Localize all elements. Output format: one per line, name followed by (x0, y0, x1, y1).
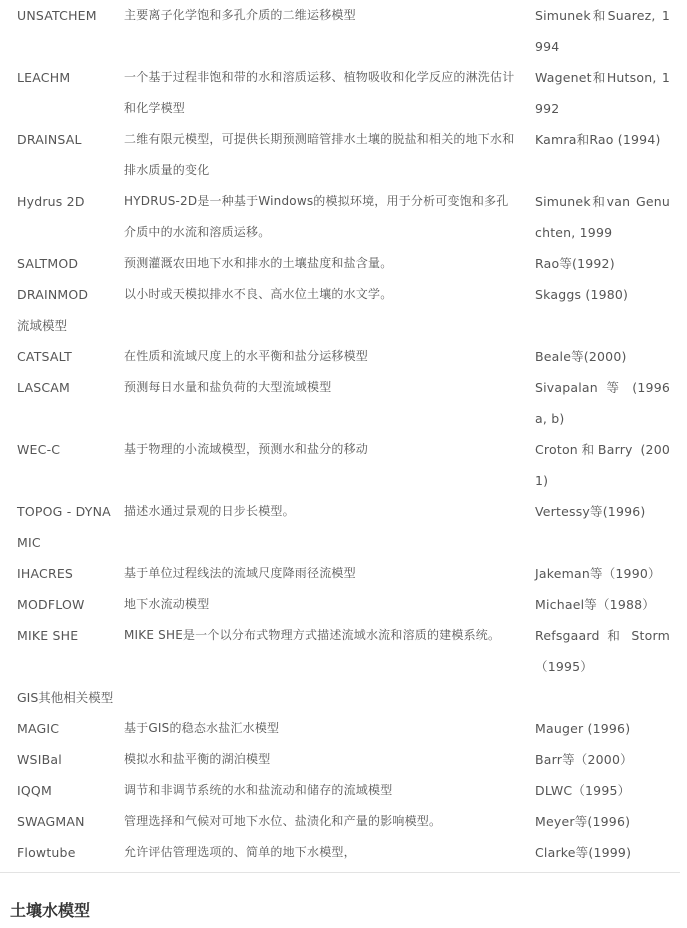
model-reference-cell: Skaggs (1980) (535, 287, 629, 302)
model-description-cell: 二维有限元模型，可提供长期预测暗管排水土壤的脱盐和相关的地下水和排水质量的变化 (124, 132, 515, 177)
model-description-cell: 地下水流动模型 (124, 597, 210, 611)
model-reference-cell: Refsgaard 和 Storm （1995） (535, 628, 670, 674)
model-name-cell: TOPOG - DYNAMIC (17, 504, 111, 550)
model-name-cell: Hydrus 2D (17, 194, 85, 209)
model-description-cell: 允许评估管理选项的、简单的地下水模型， (124, 845, 356, 859)
model-description-cell: 基于物理的小流域模型，预测水和盐分的移动 (124, 442, 369, 456)
table-row (0, 713, 680, 744)
model-reference-cell: Meyer等(1996) (535, 814, 631, 829)
model-name-cell: MAGIC (17, 721, 60, 736)
table-row (0, 248, 680, 279)
model-description-cell: 模拟水和盐平衡的湖泊模型 (124, 752, 271, 766)
model-reference-cell: Jakeman等（1990） (535, 566, 661, 581)
table-row (0, 186, 680, 248)
table-row (0, 434, 680, 496)
model-description-cell: 主要离子化学饱和多孔介质的二维运移模型 (124, 8, 356, 22)
model-description-cell: 基于GIS的稳态水盐汇水模型 (124, 721, 280, 735)
model-reference-cell: Kamra和Rao (1994) (535, 132, 661, 147)
model-reference-cell: Barr等（2000） (535, 752, 633, 767)
model-name-cell: WSIBal (17, 752, 62, 767)
table-row (0, 62, 680, 124)
model-reference-cell: Sivapalan 等 (1996 a, b) (535, 380, 670, 426)
model-reference-cell: Mauger (1996) (535, 721, 631, 736)
model-description-cell: 以小时或天模拟排水不良、高水位土壤的水文学。 (124, 287, 393, 301)
model-description-cell: 描述水通过景观的日步长模型。 (124, 504, 295, 518)
model-name-cell: SALTMOD (17, 256, 79, 271)
model-reference-cell: Vertessy等(1996) (535, 504, 646, 519)
table-row (0, 372, 680, 434)
table-row (0, 744, 680, 775)
table-section-label: GIS其他相关模型 (17, 690, 114, 705)
model-description-cell: 预测每日水量和盐负荷的大型流域模型 (124, 380, 332, 394)
model-name-cell: SWAGMAN (17, 814, 85, 829)
model-name-cell: DRAINSAL (17, 132, 82, 147)
model-reference-cell: Beale等(2000) (535, 349, 627, 364)
model-description-cell: HYDRUS-2D是一种基于Windows的模拟环境，用于分析可变饱和多孔介质中的水流和溶质运移。 (124, 194, 509, 239)
model-name-cell: Flowtube (17, 845, 76, 860)
model-description-cell: 管理选择和气候对可地下水位、盐渍化和产量的影响模型。 (124, 814, 442, 828)
model-name-cell: MODFLOW (17, 597, 85, 612)
model-reference-cell: Clarke等(1999) (535, 845, 632, 860)
model-name-cell: UNSATCHEM (17, 8, 97, 23)
table-row (0, 558, 680, 589)
model-name-cell: DRAINMOD (17, 287, 89, 302)
table-row (0, 124, 680, 186)
model-description-cell: 调节和非调节系统的水和盐流动和储存的流域模型 (124, 783, 393, 797)
model-name-cell: IQQM (17, 783, 52, 798)
model-description-cell: 基于单位过程线法的流域尺度降雨径流模型 (124, 566, 356, 580)
model-description-cell: MIKE SHE是一个以分布式物理方式描述流域水流和溶质的建模系统。 (124, 628, 501, 642)
model-description-cell: 预测灌溉农田地下水和排水的土壤盐度和盐含量。 (124, 256, 393, 270)
table-row (0, 496, 680, 558)
table-row (0, 806, 680, 837)
table-row (0, 0, 680, 62)
model-description-cell: 在性质和流域尺度上的水平衡和盐分运移模型 (124, 349, 369, 363)
model-description-cell: 一个基于过程非饱和带的水和溶质运移、植物吸收和化学反应的淋洗估计和化学模型 (124, 70, 515, 115)
model-reference-cell: Simunek和van Genuchten, 1999 (535, 194, 670, 240)
table-row (0, 620, 680, 682)
model-name-cell: LASCAM (17, 380, 71, 395)
model-reference-cell: Croton和Barry (2001) (535, 442, 670, 488)
table-row (0, 589, 680, 620)
model-reference-cell: Wagenet和Hutson, 1992 (535, 70, 670, 116)
table-row (0, 279, 680, 310)
table-row (0, 775, 680, 806)
model-reference-cell: Michael等（1988） (535, 597, 655, 612)
model-name-cell: IHACRES (17, 566, 74, 581)
table-row (0, 341, 680, 372)
table-section-label: 流域模型 (17, 318, 68, 333)
section-heading: 土壤水模型 (10, 901, 91, 920)
model-reference-cell: DLWC（1995） (535, 783, 631, 798)
model-reference-cell: Rao等(1992) (535, 256, 615, 271)
model-name-cell: MIKE SHE (17, 628, 79, 643)
table-row (0, 837, 680, 868)
model-name-cell: CATSALT (17, 349, 72, 364)
model-name-cell: WEC-C (17, 442, 61, 457)
model-name-cell: LEACHM (17, 70, 71, 85)
model-reference-cell: Simunek和Suarez, 1994 (535, 8, 670, 54)
